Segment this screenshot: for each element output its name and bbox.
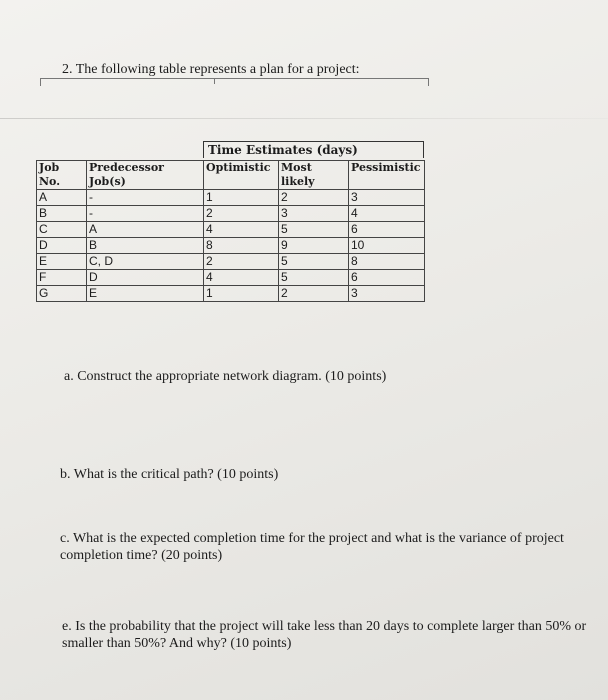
cell-job: C — [37, 222, 87, 238]
table-row — [37, 270, 425, 286]
table-row — [37, 206, 425, 222]
cell-job: D — [37, 238, 87, 254]
question-c: c. What is the expected completion time for the project and what is the variance of project completion time? (20 points) — [60, 531, 564, 563]
rule-tick — [428, 78, 429, 86]
col-job-no: Job No. — [37, 161, 87, 190]
cell-opt: 1 — [204, 190, 279, 206]
cell-pred: E — [87, 286, 204, 302]
cell-pred: - — [87, 206, 204, 222]
cell-job: A — [37, 190, 87, 206]
cell-opt: 1 — [204, 286, 279, 302]
cell-opt: 2 — [204, 206, 279, 222]
paper-fold — [0, 118, 608, 119]
cell-job: F — [37, 270, 87, 286]
cell-pred: B — [87, 238, 204, 254]
table-row — [37, 222, 425, 238]
col-most-likely: Most likely — [279, 161, 349, 190]
cell-ml: 2 — [279, 286, 349, 302]
rule-tick — [214, 78, 215, 84]
cell-pred: A — [87, 222, 204, 238]
cell-pes: 3 — [349, 190, 425, 206]
table-row — [37, 190, 425, 206]
table-header-row — [37, 161, 425, 190]
rule-tick — [40, 78, 41, 86]
cell-opt: 4 — [204, 222, 279, 238]
table-row — [37, 254, 425, 270]
cell-opt: 4 — [204, 270, 279, 286]
question-b: b. What is the critical path? (10 points) — [60, 467, 279, 482]
cell-pes: 6 — [349, 222, 425, 238]
cell-job: B — [37, 206, 87, 222]
cell-ml: 3 — [279, 206, 349, 222]
cell-pred: D — [87, 270, 204, 286]
cell-job: G — [37, 286, 87, 302]
question-a: a. Construct the appropriate network diagram. (10 points) — [64, 369, 387, 384]
cell-ml: 5 — [279, 254, 349, 270]
cell-ml: 2 — [279, 190, 349, 206]
cell-opt: 8 — [204, 238, 279, 254]
cell-ml: 9 — [279, 238, 349, 254]
col-predecessor: Predecessor Job(s) — [87, 161, 204, 190]
table-row — [37, 286, 425, 302]
cell-pred: - — [87, 190, 204, 206]
cell-job: E — [37, 254, 87, 270]
cell-pes: 4 — [349, 206, 425, 222]
cell-ml: 5 — [279, 222, 349, 238]
cell-pes: 6 — [349, 270, 425, 286]
cell-opt: 2 — [204, 254, 279, 270]
cell-ml: 5 — [279, 270, 349, 286]
question-e: e. Is the probability that the project will take less than 20 days to complete larger than 50% or smaller than 50%? And why? (10 points) — [62, 619, 587, 651]
cell-pes: 10 — [349, 238, 425, 254]
table-row — [37, 238, 425, 254]
cell-pred: C, D — [87, 254, 204, 270]
time-estimates-header: Time Estimates (days) — [203, 141, 424, 158]
project-table — [36, 160, 425, 302]
cell-pes: 8 — [349, 254, 425, 270]
col-pessimistic: Pessimistic — [349, 161, 425, 190]
cell-pes: 3 — [349, 286, 425, 302]
col-optimistic: Optimistic — [204, 161, 279, 190]
question-header: 2. The following table represents a plan for a project: — [62, 62, 360, 77]
header-rule — [40, 78, 428, 79]
